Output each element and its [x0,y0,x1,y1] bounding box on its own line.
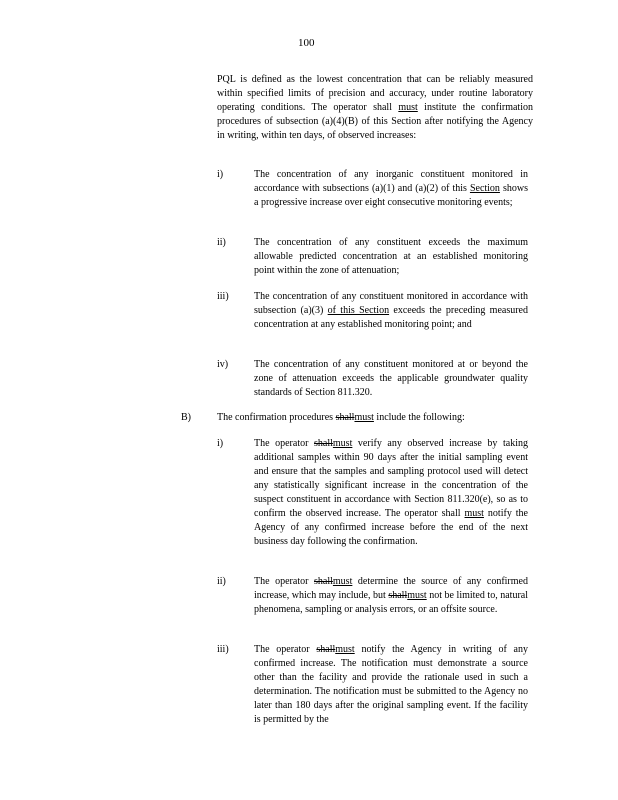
list-item-text [254,437,528,549]
list-marker: ii) [217,237,226,248]
item-text-part: The operator [254,576,315,587]
item-text-part: The concentration of any inorganic constituent monitored in accordance with subsections (a)(1) and (a)(2) of this [254,169,528,194]
inserted-text: must [398,102,418,113]
item-text-part: exceeds the preceding measured concentration at any established monitoring point; and [254,305,528,330]
inserted-text: must [332,438,353,449]
intro-text-2: institute the confirmation procedures of subsection (a)(4)(B) of this Section after notifying the Agency in writing, within ten days, of observed increases: [217,102,533,141]
inserted-text: must [464,508,484,519]
item-text-part: The operator [254,438,315,449]
list-item-text [254,575,528,617]
section-b [0,411,618,427]
inserted-text: must [354,412,374,423]
inserted-text: of this Section [327,305,390,316]
section-marker: B) [181,412,191,423]
intro-paragraph [217,73,533,143]
list-marker: iv) [217,359,229,370]
item-text-part: not be limited to, natural phenomena, sampling or analysis errors, or an offsite source. [254,590,528,615]
list-item-text [254,290,528,332]
deleted-text: shall [314,576,333,587]
list-marker: i) [217,169,224,180]
section-heading-text [217,411,465,425]
section-text-part: The confirmation procedures [217,412,336,423]
item-text-part: shows a progressive increase over eight consecutive monitoring events; [254,183,528,208]
page-number: 100 [298,37,315,49]
item-text-part: The concentration of any constituent monitored in accordance with subsection (a)(3) [254,291,528,316]
list-marker: iii) [217,291,229,302]
deleted-text: shall [314,438,333,449]
item-text-part: The concentration of any constituent exceeds the maximum allowable predicted concentration at an established monitoring point within the zone of attenuation; [254,237,528,276]
deleted-text: shall [388,590,408,601]
inserted-text: must [407,590,427,601]
list-item-text [254,236,528,278]
list-marker: iii) [217,644,229,655]
list-item-text [254,643,528,727]
item-text-part: notify the Agency of any confirmed increase before the end of the next business day following the confirmation. [254,508,528,547]
item-text-part: notify the Agency in writing of any confirmed increase. The notification must demonstrate a source other than the facility and provide the rationale used in such a determination. The notification must be submitted to the Agency no later than 180 days after the original sampling event. If the facility is permitted by the [254,644,528,725]
inserted-text: must [335,644,355,655]
section-text-part: include the following: [373,412,465,423]
inserted-text: Section [469,183,500,194]
list-item-text [254,168,528,210]
item-text-part: verify any observed increase by taking additional samples within 90 days after the initial sampling event and ensure that the samples and sampling protocol used will detect any statistically significant increase in the concentration of the suspect constituent in accordance with Section 811.320(e), so as to confirm the observed increase. The operator shall [254,438,528,519]
inserted-text: must [332,576,353,587]
item-text-part: The operator [254,644,317,655]
deleted-text: shall [316,644,336,655]
list-marker: ii) [217,576,226,587]
list-marker: i) [217,438,224,449]
list-item-text [254,358,528,400]
item-text-part: determine the source of any confirmed increase, which may include, but [254,576,528,601]
item-text-part: The concentration of any constituent monitored at or beyond the zone of attenuation exceeds the applicable groundwater quality standards of Section 811.320. [254,359,528,398]
deleted-text: shall [335,412,355,423]
intro-text-1: PQL is defined as the lowest concentration that can be reliably measured within specified limits of precision and accuracy, under routine laboratory operating conditions. The operator shall [217,74,533,113]
